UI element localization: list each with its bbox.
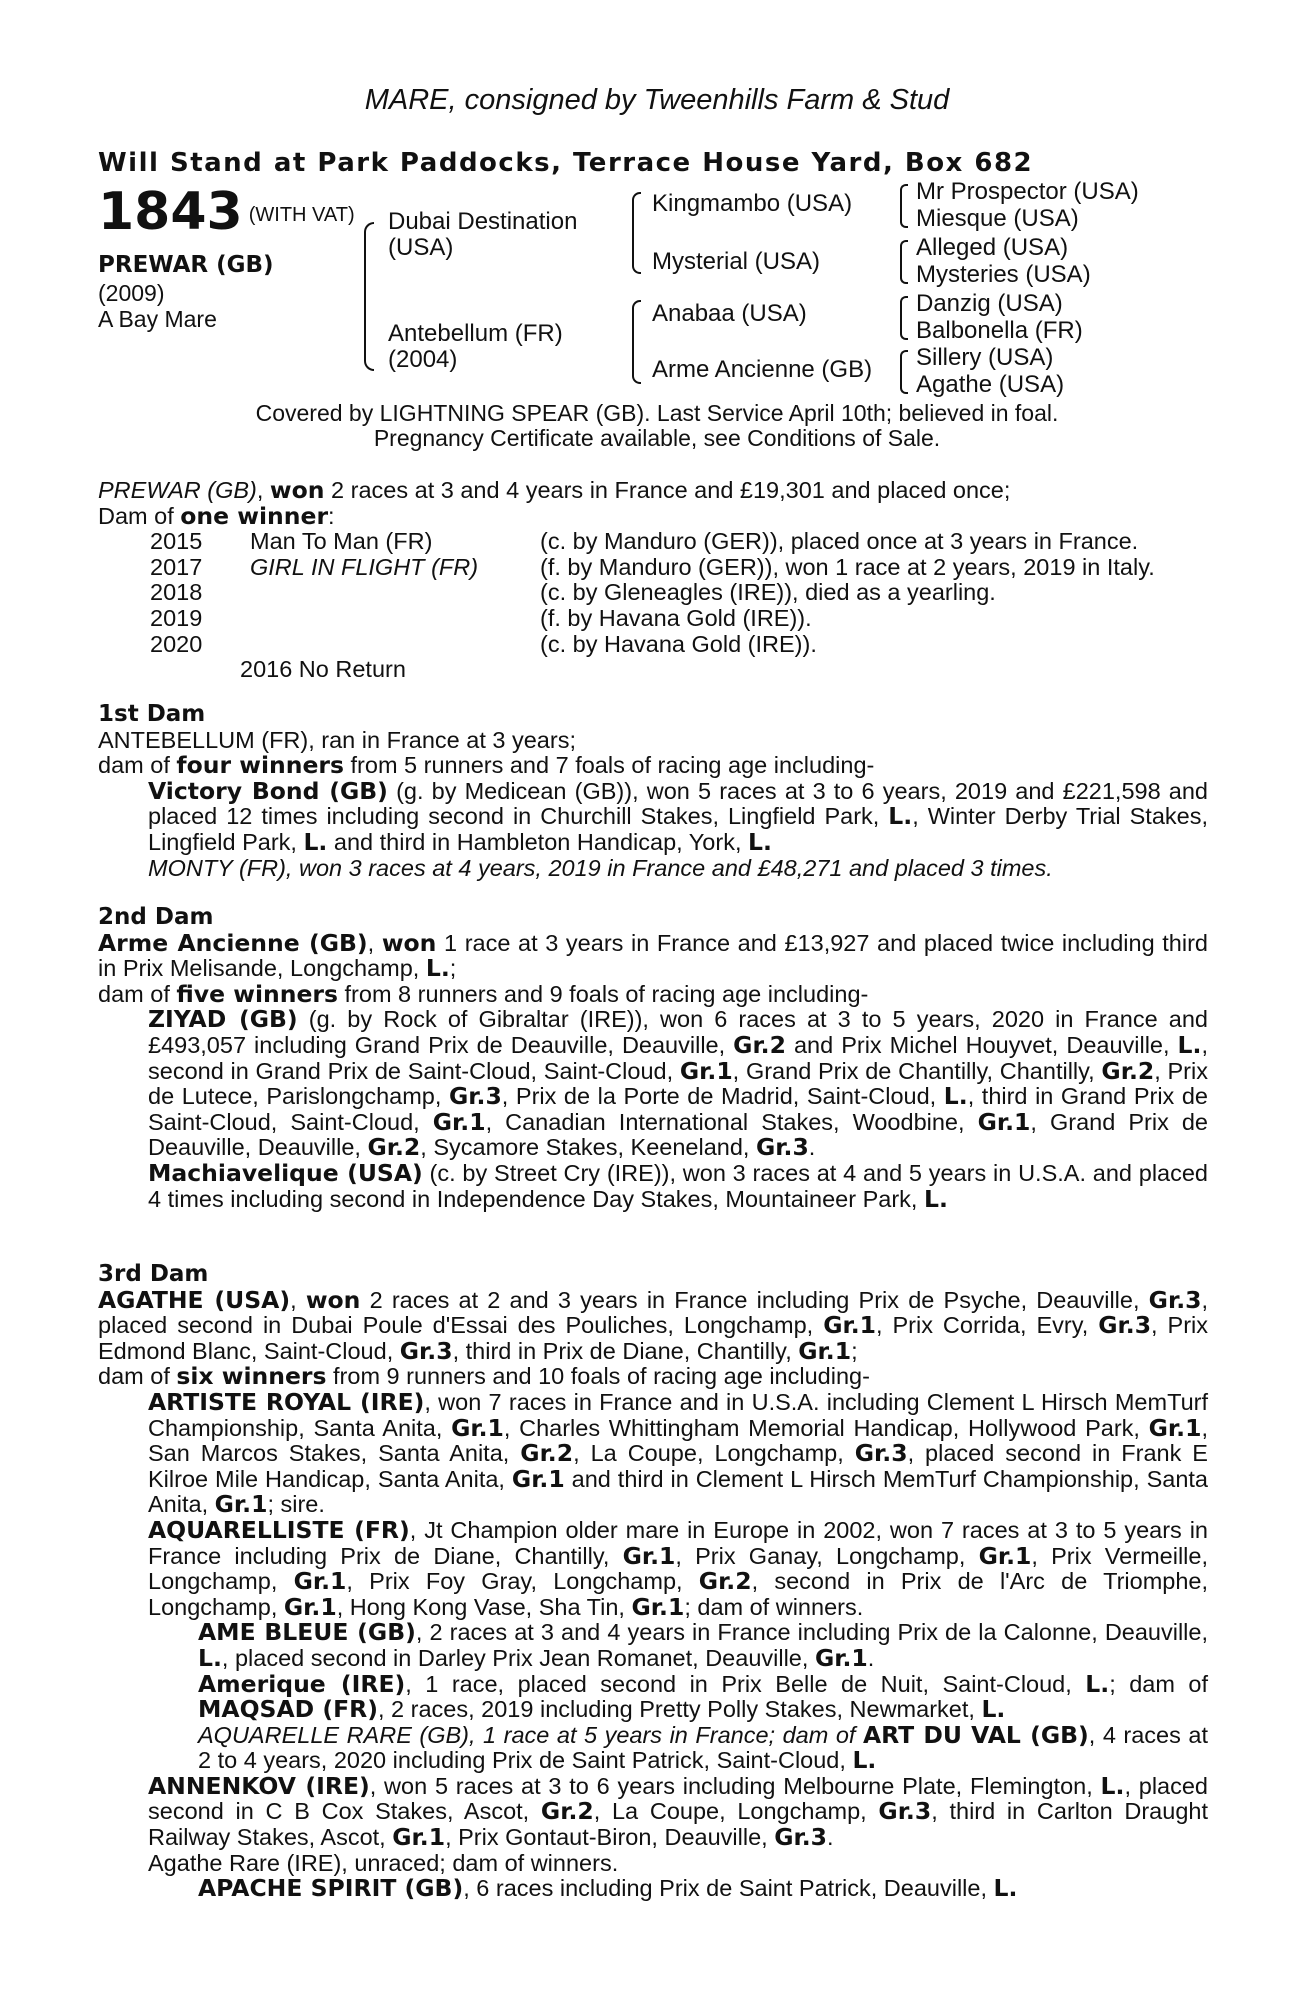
pedigree-g4: Mysteries (USA) — [916, 261, 1091, 288]
summary-horse-name: PREWAR (GB) — [98, 477, 257, 503]
produce-row: 2018 (c. by Gleneagles (IRE)), died as a yearling. — [150, 579, 996, 606]
produce-row: 2020 (c. by Havana Gold (IRE)). — [150, 630, 817, 657]
first-dam-heading: 1st Dam — [98, 701, 206, 727]
pregnancy-note: Pregnancy Certificate available, see Conditions of Sale. — [373, 425, 941, 451]
pedigree-brace-sire — [632, 192, 641, 274]
second-dam-heading: 2nd Dam — [98, 904, 214, 930]
pedigree-sire-sire: Kingmambo (USA) — [652, 190, 853, 217]
pedigree-brace-g3 — [900, 296, 908, 340]
horse-name: PREWAR (GB) — [98, 252, 274, 278]
pedigree-brace-g2 — [900, 240, 908, 284]
pedigree-g7: Sillery (USA) — [916, 344, 1054, 371]
pedigree-brace-dam — [632, 300, 641, 384]
third-dam-section: 3rd Dam AGATHE (USA), won 2 races at 2 and 3 years in France including Prix de Psyche, Deauville, Gr.3, placed second in Dubai Poule d'Essai des Pouliches, Longchamp, Gr.1, Prix Corrida, Evry, Gr.3, Prix Edmond Blanc, Saint-Cloud, Gr.3, third in Prix de Diane, Chantilly, Gr.1; dam of six winners from 9 runners and 10 foals of racing age including- ARTISTE ROYAL (IRE), won 7 races in France and in U.S.A. including Clement L Hirsch MemTurf Championship, Santa Anita, Gr.1, Charles Whittingham Memorial Handicap, Hollywood Park, Gr.1, San Marcos Stakes, Santa Anita, Gr.2, La Coupe, Longchamp, Gr.3, placed second in Frank E Kilroe Mile Handicap, Santa Anita, Gr.1 and third in Clement L Hirsch MemTurf Championship, Santa Anita, Gr.1; sire. AQUARELLISTE (FR), Jt Champion older mare in Europe in 2002, won 7 races at 3 to 5 years in France including Prix de Diane, Chantilly, Gr.1, Prix Ganay, Longchamp, Gr.1, Prix Vermeille, Longchamp, Gr.1, Prix Foy Gray, Longchamp, Gr.2, second in Prix de l'Arc de Triomphe, Longchamp, Gr.1, Hong Kong Vase, Sha Tin, Gr.1; dam of winners. AME BLEUE (GB), 2 races at 3 and 4 years in France including Prix de la Calonne, Deauville, L., placed second in Darley Prix Jean Romanet, Deauville, Gr.1. Amerique (IRE), 1 race, placed second in Prix Belle de Nuit, Saint-Cloud, L.; dam of MAQSAD (FR), 2 races, 2019 including Pretty Polly Stakes, Newmarket, L. AQUARELLE RARE (GB), 1 race at 5 years in France; dam of ART DU VAL (GB), 4 races at 2 to 4 years, 2020 including Prix de Saint Patrick, Saint-Cloud, L. ANNENKOV (IRE), won 5 races at 3 to 6 years including Melbourne Plate, Flemington, L., placed second in C B Cox Stakes, Ascot, Gr.2, La Coupe, Longchamp, Gr.3, third in Carlton Draught Railway Stakes, Ascot, Gr.1, Prix Gontaut-Biron, Deauville, Gr.3. Agathe Rare (IRE), unraced; dam of winners. APACHE SPIRIT (GB), 6 races including Prix de Saint Patrick, Deauville, L. — [98, 1261, 1209, 1903]
stand-location: Will Stand at Park Paddocks, Terrace House Yard, Box 682 — [98, 148, 1034, 178]
pedigree-g8: Agathe (USA) — [916, 371, 1065, 398]
covered-note: Covered by LIGHTNING SPEAR (GB). Last Service April 10th; believed in foal. — [255, 400, 1059, 426]
horse-description: A Bay Mare — [98, 306, 217, 332]
lot-number-block — [98, 182, 355, 242]
produce-list — [98, 529, 1208, 683]
pedigree-dam-dam: Arme Ancienne (GB) — [652, 356, 873, 383]
pedigree-g3: Alleged (USA) — [916, 234, 1069, 261]
produce-row: 2017 GIRL IN FLIGHT (FR) (f. by Manduro (GER)), won 1 race at 2 years, 2019 in Italy. — [150, 553, 1155, 580]
pedigree-g5: Danzig (USA) — [916, 290, 1063, 317]
second-dam-section: 2nd Dam Arme Ancienne (GB), won 1 race at 3 years in France and £13,927 and placed twice including third in Prix Melisande, Longchamp, L.; dam of five winners from 8 runners and 9 foals of racing age including- ZIYAD (GB) (g. by Rock of Gibraltar (IRE)), won 6 races at 3 to 5 years, 2020 in France and £493,057 including Grand Prix de Deauville, Deauville, Gr.2 and Prix Michel Houyvet, Deauville, L., second in Grand Prix de Saint-Cloud, Saint-Cloud, Gr.1, Grand Prix de Chantilly, Chantilly, Gr.2, Prix de Lutece, Parislongchamp, Gr.3, Prix de la Porte de Madrid, Saint-Cloud, L., third in Grand Prix de Saint-Cloud, Saint-Cloud, Gr.1, Canadian International Stakes, Woodbine, Gr.1, Grand Prix de Deauville, Deauville, Gr.2, Sycamore Stakes, Keeneland, Gr.3. Machiavelique (USA) (c. by Street Cry (IRE)), won 3 races at 4 and 5 years in U.S.A. and placed 4 times including second in Independence Day Stakes, Mountaineer Park, L. — [98, 904, 1209, 1213]
summary-won: won — [269, 476, 325, 504]
pedigree-brace-main — [364, 222, 374, 371]
pedigree-sire-country: (USA) — [388, 234, 454, 261]
first-dam-section: 1st Dam ANTEBELLUM (FR), ran in France at 3 years; dam of four winners from 5 runners and 7 foals of racing age including- Victory Bond (GB) (g. by Medicean (GB)), won 5 races at 3 to 6 years, 2019 and £221,598 and placed 12 times including second in Churchill Stakes, Lingfield Park, L., Winter Derby Trial Stakes, Lingfield Park, L. and third in Hambleton Handicap, York, L. MONTY (FR), won 3 races at 4 years, 2019 in France and £48,271 and placed 3 times. — [98, 701, 1209, 881]
pedigree-g6: Balbonella (FR) — [916, 317, 1083, 344]
mare-summary: PREWAR (GB), won 2 races at 3 and 4 years in France and £19,301 and placed once; Dam of one winner: 2015 Man To Man (FR) (c. by Manduro (GER)), placed once at 3 years in France. 2017 GIRL IN FLIGHT (FR) (f. by Manduro (GER)), won 1 race at 2 years, 2019 in Italy. 2018 (c. by Gleneagles (IRE)), died as a yearling. 2019 (f. by Havana Gold (IRE)). 2020 (c. by Havana Gold (IRE)). 2016 No Return — [98, 478, 1208, 683]
pedigree-brace-g4 — [900, 350, 908, 394]
pedigree-dam: Antebellum (FR) — [388, 320, 563, 347]
pedigree-dam-year: (2004) — [388, 346, 458, 373]
no-return-row: 2016 No Return — [240, 656, 406, 683]
third-dam-heading: 3rd Dam — [98, 1261, 209, 1287]
lot-number: 1843 — [98, 182, 243, 242]
pedigree-dam-sire: Anabaa (USA) — [652, 300, 807, 327]
horse-year: (2009) — [98, 280, 165, 306]
vat-note: (WITH VAT) — [248, 204, 355, 226]
pedigree-sire: Dubai Destination — [388, 208, 578, 235]
produce-row: 2015 Man To Man (FR) (c. by Manduro (GER)), placed once at 3 years in France. — [150, 528, 1139, 555]
pedigree-g2: Miesque (USA) — [916, 205, 1079, 232]
pedigree-brace-g1 — [900, 184, 908, 228]
produce-row: 2019 (f. by Havana Gold (IRE)). — [150, 604, 812, 631]
pedigree-sire-dam: Mysterial (USA) — [652, 248, 821, 275]
page-title: MARE, consigned by Tweenhills Farm & Stud — [364, 84, 950, 116]
pedigree-g1: Mr Prospector (USA) — [916, 178, 1139, 205]
